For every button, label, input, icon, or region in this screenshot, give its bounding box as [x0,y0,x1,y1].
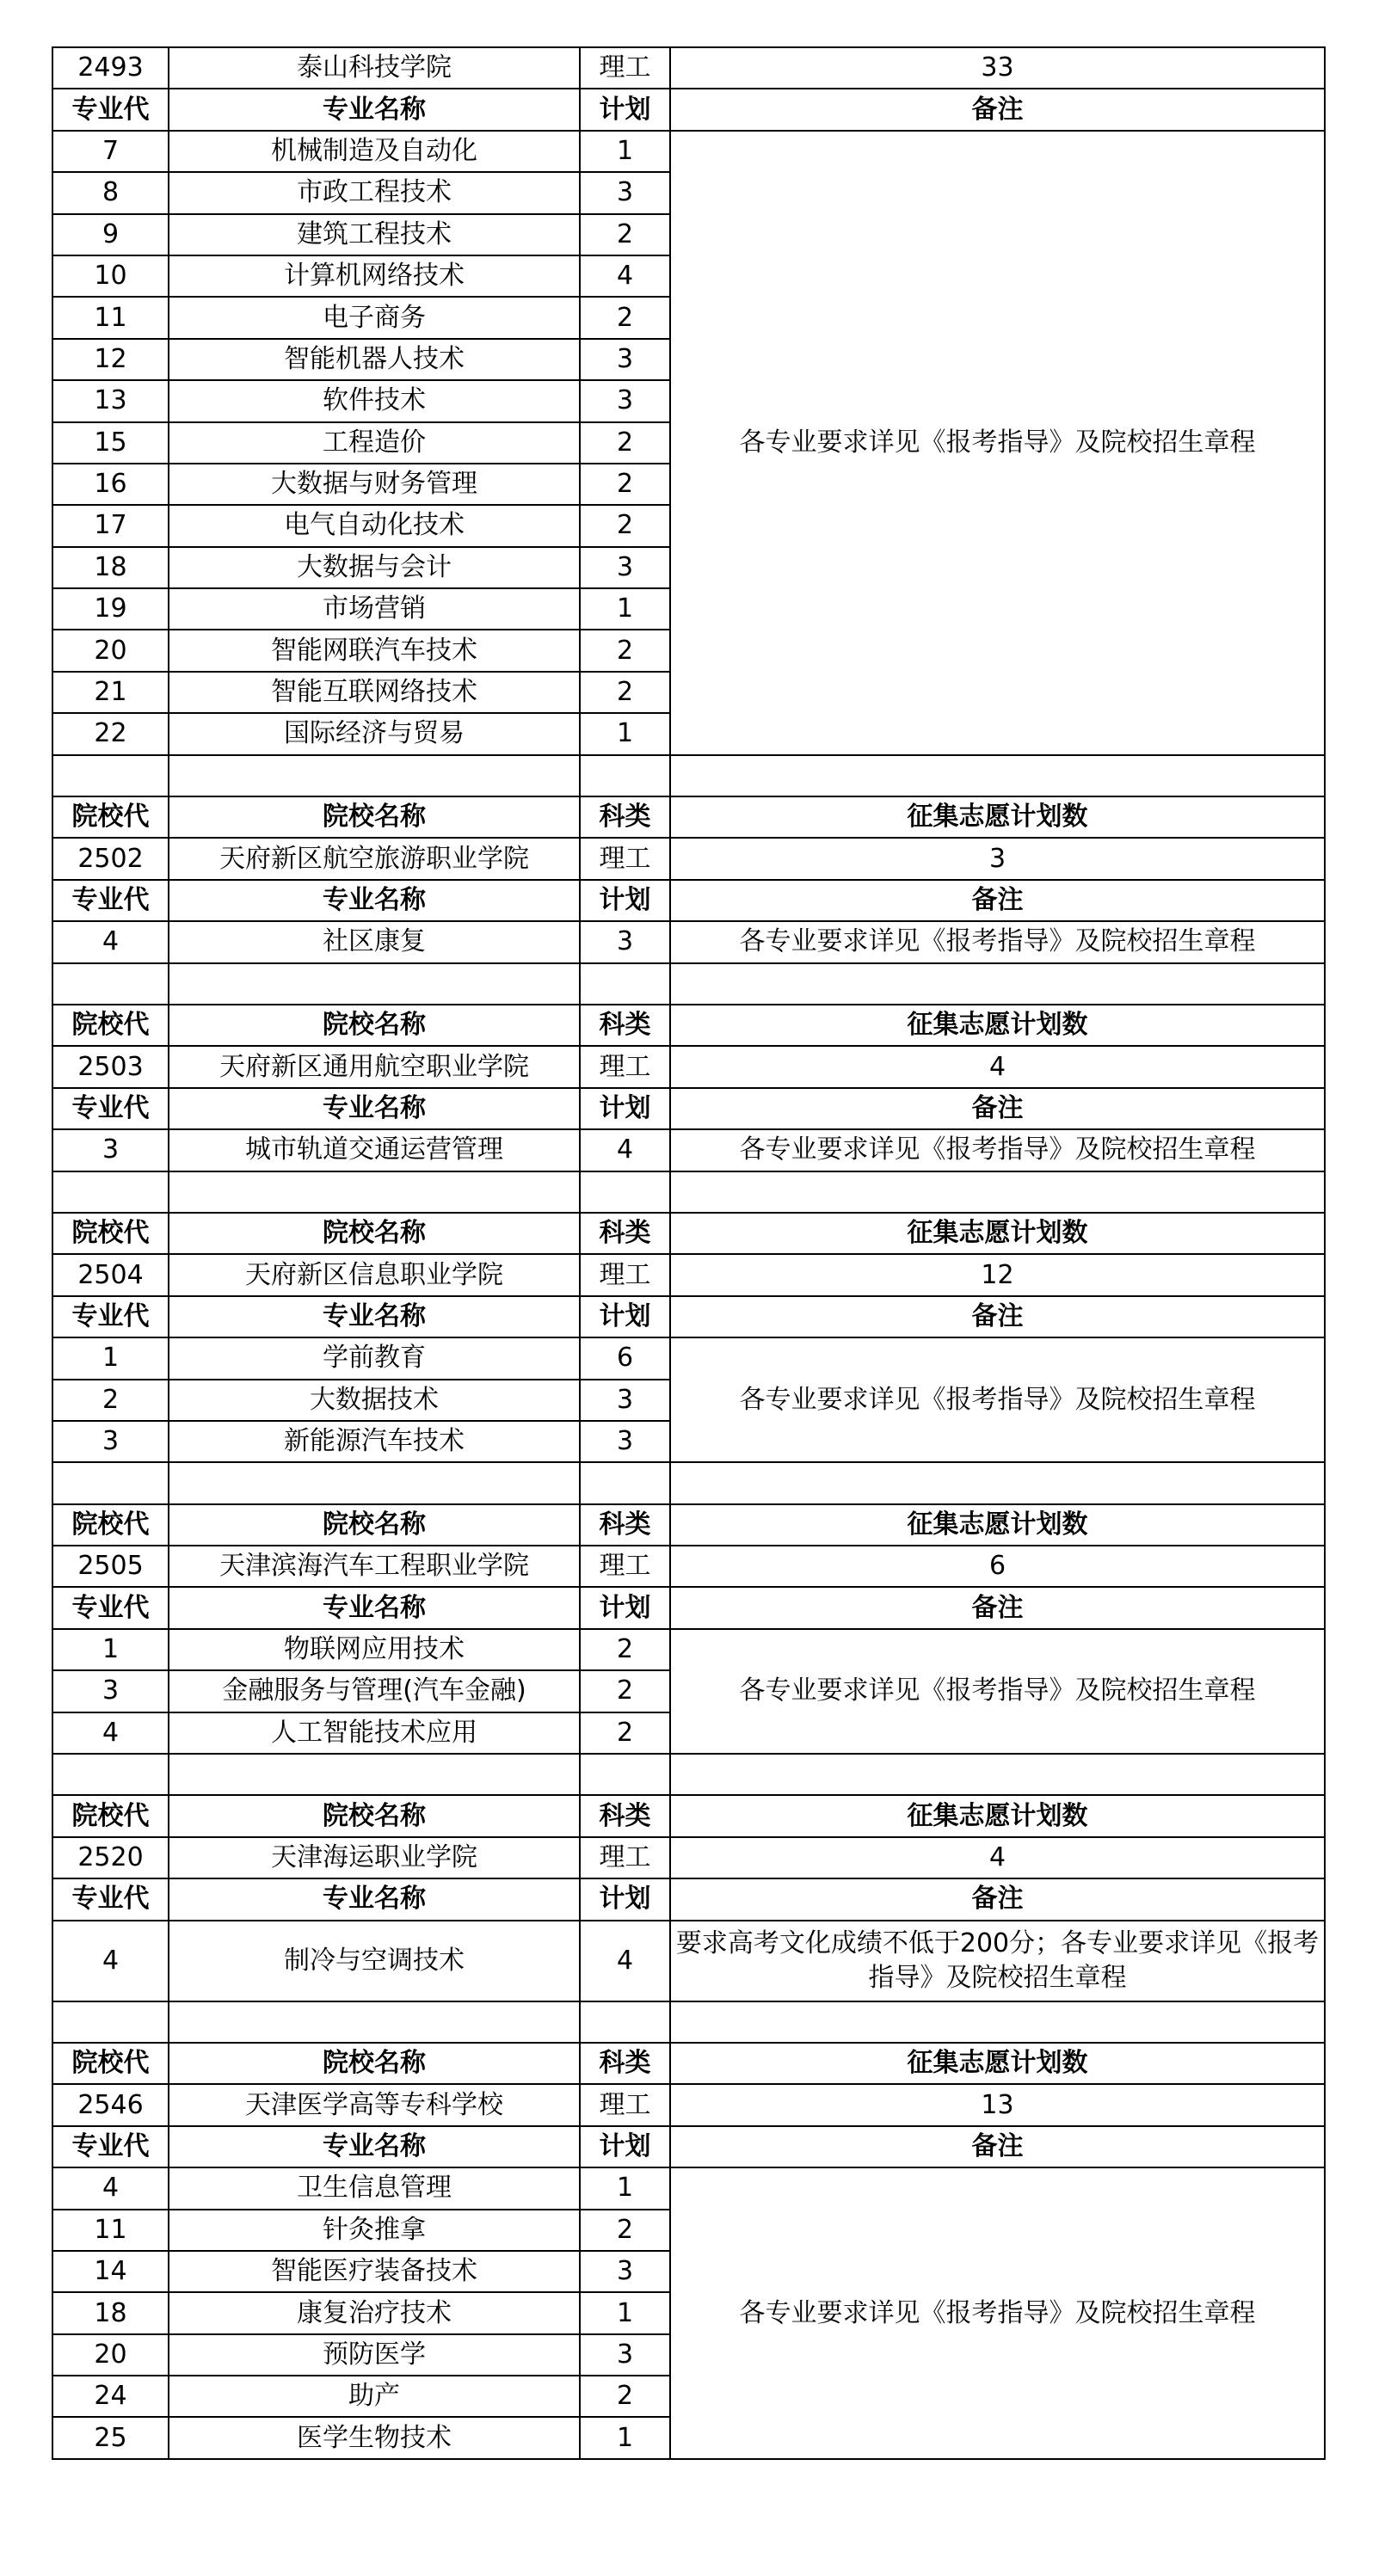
major-name: 国际经济与贸易 [169,713,580,754]
major-code: 3 [52,1421,169,1462]
header-school-name: 院校名称 [169,1795,580,1836]
school-name: 天津海运职业学院 [169,1837,580,1878]
header-remarks: 备注 [670,1587,1325,1628]
major-name: 学前教育 [169,1337,580,1379]
remarks-cell: 各专业要求详见《报考指导》及院校招生章程 [670,131,1325,755]
major-code: 10 [52,255,169,297]
major-plan: 2 [580,297,670,338]
header-category: 科类 [580,1504,670,1546]
major-header-row [52,1878,1325,1920]
header-major-plan: 计划 [580,880,670,921]
header-plan-total: 征集志愿计划数 [670,1504,1325,1546]
major-name: 大数据技术 [169,1380,580,1421]
header-major-name: 专业名称 [169,1587,580,1628]
header-remarks: 备注 [670,1088,1325,1129]
major-plan: 2 [580,505,670,546]
major-code: 16 [52,464,169,505]
school-code: 2520 [52,1837,169,1878]
school-header-row [52,1795,1325,1836]
major-plan: 3 [580,2251,670,2292]
header-school-code: 院校代 [52,1504,169,1546]
major-name: 机械制造及自动化 [169,131,580,172]
major-plan: 3 [580,547,670,588]
spacer-cell [52,2001,169,2043]
spacer-row [52,2001,1325,2043]
major-row [52,1629,1325,1670]
header-major-plan: 计划 [580,1296,670,1337]
header-major-name: 专业名称 [169,880,580,921]
remarks-cell: 各专业要求详见《报考指导》及院校招生章程 [670,2167,1325,2459]
remarks-cell: 各专业要求详见《报考指导》及院校招生章程 [670,1129,1325,1171]
spacer-cell [670,1171,1325,1213]
major-name: 社区康复 [169,921,580,962]
major-name: 电气自动化技术 [169,505,580,546]
spacer-cell [580,1171,670,1213]
major-plan: 2 [580,1712,670,1754]
school-row [52,1837,1325,1878]
major-plan: 1 [580,713,670,754]
header-plan-total: 征集志愿计划数 [670,1213,1325,1254]
school-plan-total: 4 [670,1837,1325,1878]
spacer-cell [169,1462,580,1503]
remarks-cell: 要求高考文化成绩不低于200分；各专业要求详见《报考指导》及院校招生章程 [670,1921,1325,2001]
major-name: 物联网应用技术 [169,1629,580,1670]
header-plan-total: 征集志愿计划数 [670,2043,1325,2084]
major-code: 1 [52,1629,169,1670]
header-school-name: 院校名称 [169,2043,580,2084]
header-major-name: 专业名称 [169,1088,580,1129]
school-code: 2502 [52,838,169,879]
major-row [52,131,1325,172]
header-major-code: 专业代 [52,880,169,921]
school-row [52,838,1325,879]
school-name: 天府新区通用航空职业学院 [169,1046,580,1087]
spacer-cell [52,755,169,796]
major-name: 智能医疗装备技术 [169,2251,580,2292]
school-header-row [52,1504,1325,1546]
major-code: 4 [52,921,169,962]
school-category: 理工 [580,1546,670,1587]
header-major-name: 专业名称 [169,2126,580,2167]
school-category: 理工 [580,838,670,879]
spacer-cell [169,963,580,1005]
remarks-cell: 各专业要求详见《报考指导》及院校招生章程 [670,1629,1325,1754]
major-code: 3 [52,1670,169,1712]
school-plan-total: 4 [670,1046,1325,1087]
major-plan: 2 [580,2210,670,2251]
header-school-code: 院校代 [52,1005,169,1046]
major-code: 20 [52,630,169,671]
major-name: 智能网联汽车技术 [169,630,580,671]
school-name: 泰山科技学院 [169,47,580,89]
major-name: 电子商务 [169,297,580,338]
spacer-cell [580,1754,670,1795]
header-major-plan: 计划 [580,1878,670,1920]
header-major-code: 专业代 [52,2126,169,2167]
header-major-plan: 计划 [580,1587,670,1628]
major-plan: 6 [580,1337,670,1379]
spacer-cell [169,1171,580,1213]
major-row [52,921,1325,962]
spacer-cell [670,2001,1325,2043]
major-code: 12 [52,339,169,380]
spacer-cell [580,1462,670,1503]
major-plan: 2 [580,422,670,464]
header-major-name: 专业名称 [169,1296,580,1337]
major-plan: 2 [580,672,670,713]
school-plan-total: 3 [670,838,1325,879]
major-name: 预防医学 [169,2334,580,2376]
header-remarks: 备注 [670,1878,1325,1920]
header-school-code: 院校代 [52,2043,169,2084]
major-header-row [52,2126,1325,2167]
school-plan-total: 12 [670,1254,1325,1295]
spacer-cell [670,1462,1325,1503]
major-code: 1 [52,1337,169,1379]
major-code: 4 [52,1921,169,2001]
major-name: 计算机网络技术 [169,255,580,297]
major-plan: 1 [580,2167,670,2209]
major-plan: 1 [580,2417,670,2458]
school-category: 理工 [580,2084,670,2125]
major-plan: 4 [580,255,670,297]
major-code: 14 [52,2251,169,2292]
header-remarks: 备注 [670,89,1325,130]
school-code: 2503 [52,1046,169,1087]
spacer-cell [169,2001,580,2043]
major-code: 4 [52,2167,169,2209]
spacer-row [52,1462,1325,1503]
major-name: 软件技术 [169,380,580,421]
major-name: 新能源汽车技术 [169,1421,580,1462]
school-header-row [52,1213,1325,1254]
major-code: 17 [52,505,169,546]
header-major-code: 专业代 [52,1587,169,1628]
school-plan-total: 33 [670,47,1325,89]
school-category: 理工 [580,1837,670,1878]
major-row [52,2167,1325,2209]
major-plan: 2 [580,214,670,255]
major-name: 金融服务与管理(汽车金融) [169,1670,580,1712]
major-row [52,1337,1325,1379]
major-plan: 4 [580,1129,670,1171]
major-code: 24 [52,2376,169,2417]
major-plan: 2 [580,464,670,505]
major-code: 2 [52,1380,169,1421]
school-category: 理工 [580,1046,670,1087]
header-major-plan: 计划 [580,1088,670,1129]
remarks-cell: 各专业要求详见《报考指导》及院校招生章程 [670,921,1325,962]
school-name: 天津滨海汽车工程职业学院 [169,1546,580,1587]
major-plan: 3 [580,1421,670,1462]
major-code: 19 [52,588,169,630]
major-name: 大数据与财务管理 [169,464,580,505]
header-school-name: 院校名称 [169,1005,580,1046]
spacer-cell [670,755,1325,796]
header-major-name: 专业名称 [169,1878,580,1920]
school-category: 理工 [580,1254,670,1295]
major-name: 康复治疗技术 [169,2292,580,2333]
school-code: 2493 [52,47,169,89]
spacer-row [52,1754,1325,1795]
school-header-row [52,2043,1325,2084]
major-plan: 2 [580,1670,670,1712]
school-code: 2505 [52,1546,169,1587]
major-plan: 1 [580,588,670,630]
major-code: 13 [52,380,169,421]
major-plan: 3 [580,172,670,213]
major-name: 智能互联网络技术 [169,672,580,713]
major-header-row [52,1587,1325,1628]
school-row [52,1046,1325,1087]
major-plan: 3 [580,339,670,380]
spacer-cell [670,963,1325,1005]
major-header-row [52,1296,1325,1337]
major-row [52,1129,1325,1171]
remarks-cell: 各专业要求详见《报考指导》及院校招生章程 [670,1337,1325,1462]
spacer-cell [52,963,169,1005]
spacer-row [52,755,1325,796]
header-school-code: 院校代 [52,796,169,838]
school-row [52,1254,1325,1295]
spacer-cell [580,2001,670,2043]
header-school-name: 院校名称 [169,796,580,838]
header-major-name: 专业名称 [169,89,580,130]
major-name: 建筑工程技术 [169,214,580,255]
major-header-row [52,1088,1325,1129]
major-name: 卫生信息管理 [169,2167,580,2209]
major-code: 11 [52,2210,169,2251]
school-row [52,1546,1325,1587]
major-code: 11 [52,297,169,338]
major-plan: 4 [580,1921,670,2001]
major-plan: 3 [580,2334,670,2376]
header-category: 科类 [580,1005,670,1046]
major-name: 医学生物技术 [169,2417,580,2458]
header-category: 科类 [580,1795,670,1836]
major-plan: 3 [580,1380,670,1421]
header-plan-total: 征集志愿计划数 [670,1005,1325,1046]
header-remarks: 备注 [670,880,1325,921]
spacer-cell [52,1171,169,1213]
major-header-row [52,89,1325,130]
school-name: 天津医学高等专科学校 [169,2084,580,2125]
major-plan: 2 [580,1629,670,1670]
major-code: 7 [52,131,169,172]
major-name: 针灸推拿 [169,2210,580,2251]
major-code: 25 [52,2417,169,2458]
header-major-code: 专业代 [52,1296,169,1337]
header-remarks: 备注 [670,1296,1325,1337]
spacer-cell [52,1462,169,1503]
header-category: 科类 [580,1213,670,1254]
major-code: 18 [52,547,169,588]
header-school-code: 院校代 [52,1795,169,1836]
school-row [52,47,1325,89]
spacer-row [52,963,1325,1005]
header-major-code: 专业代 [52,1088,169,1129]
spacer-cell [169,755,580,796]
major-code: 21 [52,672,169,713]
school-plan-total: 6 [670,1546,1325,1587]
header-category: 科类 [580,796,670,838]
spacer-cell [169,1754,580,1795]
major-name: 市政工程技术 [169,172,580,213]
major-plan: 2 [580,630,670,671]
major-name: 工程造价 [169,422,580,464]
header-school-code: 院校代 [52,1213,169,1254]
major-code: 18 [52,2292,169,2333]
school-header-row [52,796,1325,838]
major-plan: 2 [580,2376,670,2417]
header-major-plan: 计划 [580,89,670,130]
school-row [52,2084,1325,2125]
major-header-row [52,880,1325,921]
major-name: 大数据与会计 [169,547,580,588]
school-code: 2504 [52,1254,169,1295]
major-name: 智能机器人技术 [169,339,580,380]
school-plan-total: 13 [670,2084,1325,2125]
major-name: 制冷与空调技术 [169,1921,580,2001]
major-name: 人工智能技术应用 [169,1712,580,1754]
header-plan-total: 征集志愿计划数 [670,1795,1325,1836]
major-plan: 3 [580,380,670,421]
major-code: 15 [52,422,169,464]
header-plan-total: 征集志愿计划数 [670,796,1325,838]
major-row [52,1921,1325,2001]
major-code: 3 [52,1129,169,1171]
major-code: 20 [52,2334,169,2376]
spacer-cell [670,1754,1325,1795]
school-code: 2546 [52,2084,169,2125]
major-name: 市场营销 [169,588,580,630]
major-code: 4 [52,1712,169,1754]
major-name: 城市轨道交通运营管理 [169,1129,580,1171]
major-plan: 1 [580,2292,670,2333]
header-school-name: 院校名称 [169,1504,580,1546]
major-plan: 3 [580,921,670,962]
major-name: 助产 [169,2376,580,2417]
major-plan: 1 [580,131,670,172]
header-major-code: 专业代 [52,89,169,130]
header-school-name: 院校名称 [169,1213,580,1254]
school-name: 天府新区航空旅游职业学院 [169,838,580,879]
major-code: 9 [52,214,169,255]
school-name: 天府新区信息职业学院 [169,1254,580,1295]
spacer-cell [580,755,670,796]
spacer-cell [52,1754,169,1795]
spacer-row [52,1171,1325,1213]
school-category: 理工 [580,47,670,89]
header-major-code: 专业代 [52,1878,169,1920]
admission-plan-table [52,46,1326,2460]
major-code: 22 [52,713,169,754]
spacer-cell [580,963,670,1005]
major-code: 8 [52,172,169,213]
header-remarks: 备注 [670,2126,1325,2167]
header-category: 科类 [580,2043,670,2084]
school-header-row [52,1005,1325,1046]
header-major-plan: 计划 [580,2126,670,2167]
